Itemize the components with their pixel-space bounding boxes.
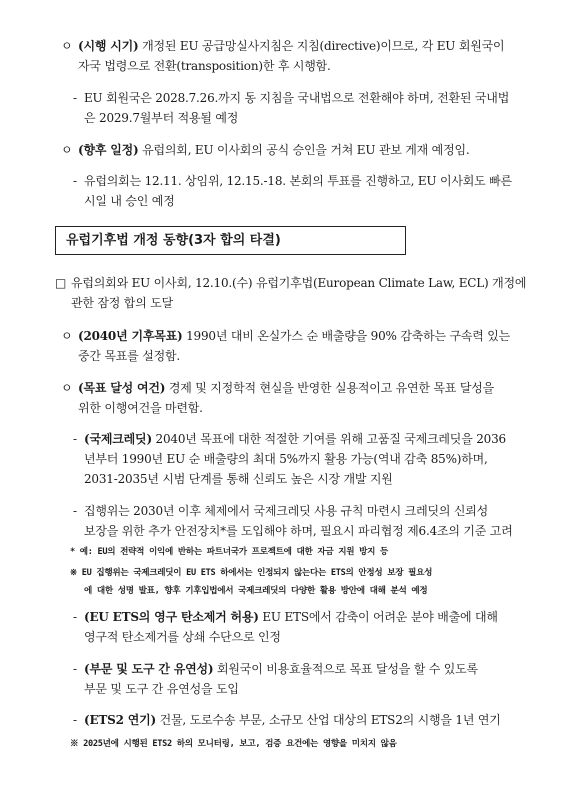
future-schedule-item [78, 140, 548, 160]
item-title: (ETS2 연기) [84, 713, 157, 727]
item-title: (시행 시기) [78, 39, 139, 53]
sub-item-text-line: 2031-2035년 시범 단계를 통해 신뢰도 높은 시장 개발 지원 [84, 472, 393, 486]
sub-item-text-line: 시일 내 승인 예정 [84, 194, 175, 208]
intro-text: 유럽의회와 EU 이사회, 12.10.(수) 유럽기후법(European Climate Law, ECL) 개정에 [71, 276, 527, 290]
item-text: 건물, 도로수송 부문, 소규모 산업 대상의 ETS2의 시행을 1년 연기 [156, 713, 501, 727]
sub-item-text-line: 부문 및 도구 간 유연성을 도입 [84, 682, 239, 696]
item-text: EU ETS에서 감축이 어려운 분야 배출에 대해 [258, 610, 498, 624]
intl-credit-sub-item [84, 429, 554, 449]
dash-bullet: - [73, 91, 78, 105]
sub-item-text-line: 보장을 위한 추가 안전장치*를 도입해야 하며, 필요시 파리협정 제6.4조의 기준 고려 [84, 524, 513, 538]
dash-bullet: - [73, 713, 78, 727]
item-title: (2040년 기후목표) [78, 329, 183, 343]
dash-bullet: - [73, 610, 78, 624]
dash-bullet: - [73, 504, 78, 518]
dash-bullet: - [73, 432, 78, 446]
sub-item-text: 유럽의회는 12.11. 상임위, 12.15.-18. 본회의 투표를 진행하고, EU 이사회도 빠른 [84, 174, 512, 188]
reference-note: ※ 2025년에 시행된 ETS2 하의 모니터링, 보고, 검증 요건에는 영향을 미치지 않음 [70, 739, 397, 749]
item-text-line: 위한 이행여건을 마련함. [78, 401, 203, 415]
item-text-line: 중간 목표를 설정함. [78, 349, 180, 363]
item-title: (목표 달성 여건) [78, 381, 166, 395]
item-text: 회원국이 비용효율적으로 목표 달성을 할 수 있도록 [213, 662, 478, 676]
circle-bullet: ㅇ [61, 381, 73, 395]
item-title: (부문 및 도구 간 유연성) [84, 662, 214, 676]
intro-text-line: 관한 잠정 합의 도달 [71, 296, 173, 310]
implementation-timing-item [78, 36, 548, 56]
sub-item-text: EU 회원국은 2028.7.26.까지 동 지침을 국내법으로 전환해야 하며, 전환된 국내법 [84, 91, 510, 105]
target-conditions-item [78, 378, 548, 398]
dash-bullet: - [73, 174, 78, 188]
dash-bullet: - [73, 662, 78, 676]
item-text-line: 자국 법령으로 전환(transposition)한 후 시행함. [78, 59, 331, 73]
item-title: (국제크레딧) [84, 432, 152, 446]
sub-item-text-line: 년부터 1990년 EU 순 배출량의 최대 5%까지 활용 가능(역내 감축 85%)하며, [84, 452, 488, 466]
ets2-delay-sub-item [84, 710, 554, 730]
item-title: (EU ETS의 영구 탄소제거 허용) [84, 610, 259, 624]
reference-note: ※ EU 집행위는 국제크레딧이 EU ETS 하에서는 인정되지 않는다는 ETS의 안정성 보장 필요성 [70, 568, 433, 578]
climate-target-item [78, 326, 548, 346]
square-bullet: □ [55, 276, 67, 290]
item-text: 1990년 대비 온실가스 순 배출량을 90% 감축하는 구속력 있는 [182, 329, 511, 343]
item-text: 경제 및 지정학적 현실을 반영한 실용적이고 유연한 목표 달성을 [165, 381, 494, 395]
item-text: 개정된 EU 공급망실사지침은 지침(directive)이므로, 각 EU 회원국이 [138, 39, 505, 53]
carbon-removal-sub-item [84, 607, 554, 627]
flexibility-sub-item [84, 659, 554, 679]
reference-note-line: 에 대한 성명 발표, 향후 기후입법에서 국제크레딧의 다양한 활용 방안에 대해 분석 예정 [84, 586, 428, 596]
circle-bullet: ㅇ [61, 39, 73, 53]
circle-bullet: ㅇ [61, 329, 73, 343]
item-text: 유럽의회, EU 이사회의 공식 승인을 거쳐 EU 관보 게재 예정임. [138, 143, 470, 157]
circle-bullet: ㅇ [61, 143, 73, 157]
item-title: (향후 일정) [78, 143, 139, 157]
item-text: 2040년 목표에 대한 적절한 기여를 위해 고품질 국제크레딧을 2036 [151, 432, 506, 446]
section-heading: 유럽기후법 개정 동향(3자 합의 타결) [55, 226, 406, 255]
sub-item-text-line: 은 2029.7월부터 적용될 예정 [84, 111, 239, 125]
sub-item-text-line: 영구적 탄소제거를 상쇄 수단으로 인정 [84, 630, 281, 644]
sub-item-text: 집행위는 2030년 이후 체제에서 국제크레딧 사용 규칙 마련시 크레딧의 신뢰성 [84, 504, 489, 518]
footnote: * 예: EU의 전략적 이익에 반하는 파트너국가 프로젝트에 대한 자금 지원 방지 등 [70, 547, 389, 557]
